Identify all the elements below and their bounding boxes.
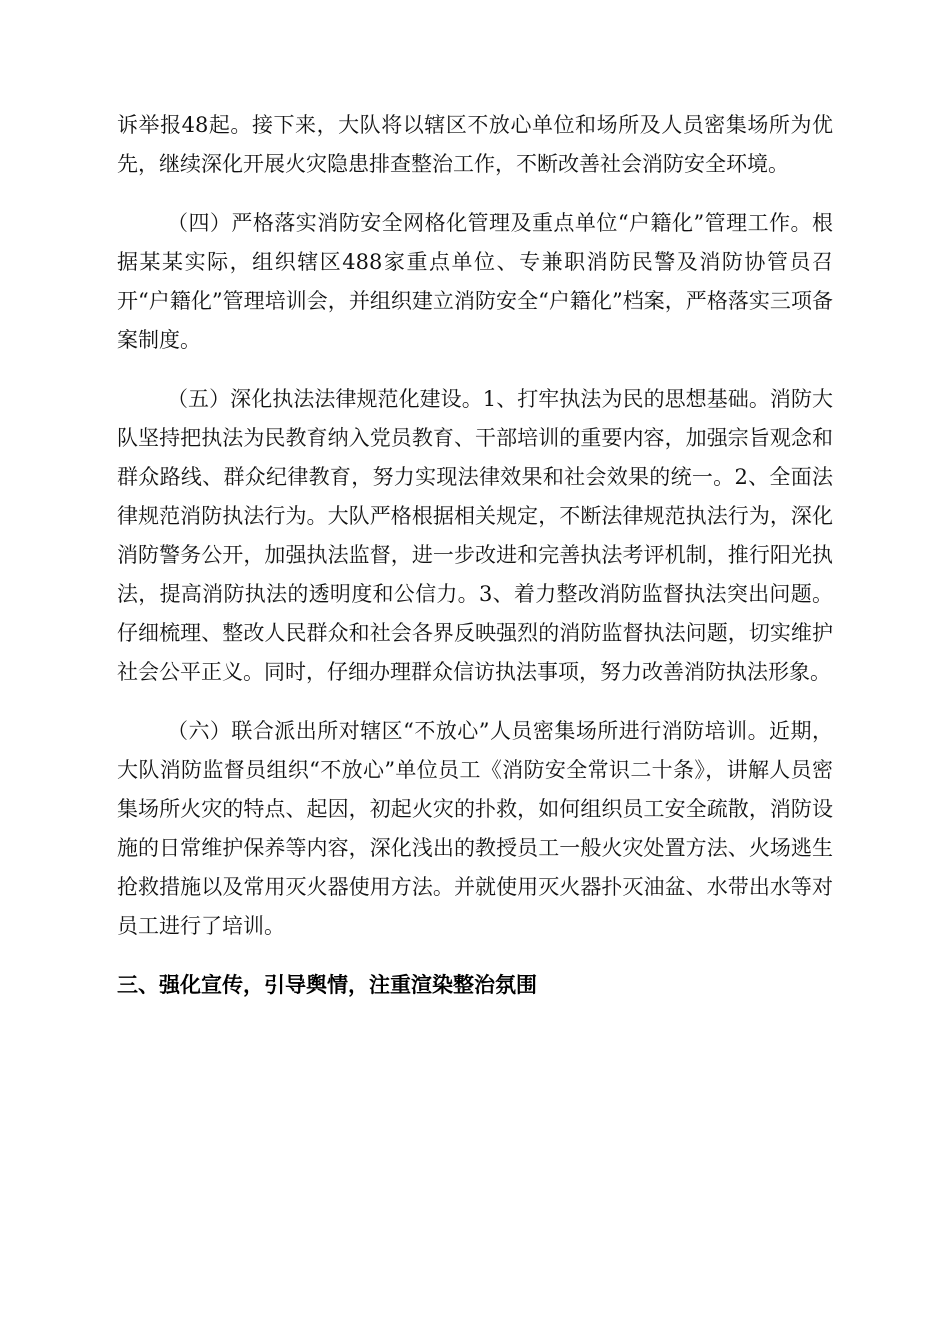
section-heading: 三、强化宣传，引导舆情，注重渲染整治氛围 xyxy=(117,973,537,997)
paragraph-complaint-summary: 诉举报48起。接下来，大队将以辖区不放心单位和场所及人员密集场所为优先，继续深化开展火灾隐患排查整治工作，不断改善社会消防安全环境。 xyxy=(117,113,833,176)
paragraph-law-enforcement: （五）深化执法法律规范化建设。1、打牢执法为民的思想基础。消防大队坚持把执法为民教育纳入党员教育、干部培训的重要内容，加强宗旨观念和群众路线、群众纪律教育，努力实现法律效果和社会效果的统一。2、全面法律规范消防执法行为。大队严格根据相关规定，不断法律规范执法行为，深化消防警务公开，加强执法监督，进一步改进和完善执法考评机制，推行阳光执法，提高消防执法的透明度和公信力。3、着力整改消防监督执法突出问题。仔细梳理、整改人民群众和社会各界反映强烈的消防监督执法问题，切实维护社会公平正义。同时，仔细办理群众信访执法事项，努力改善消防执法形象。 xyxy=(117,387,833,684)
paragraph-fire-training: （六）联合派出所对辖区“不放心”人员密集场所进行消防培训。近期，大队消防监督员组织“不放心”单位员工《消防安全常识二十条》，讲解人员密集场所火灾的特点、起因，初起火灾的扑救，如何组织员工安全疏散，消防设施的日常维护保养等内容，深化浅出的教授员工一般火灾处置方法、火场逃生抢救措施以及常用灭火器使用方法。并就使用灭火器扑灭油盆、水带出水等对员工进行了培训。 xyxy=(117,719,833,938)
paragraph-grid-management: （四）严格落实消防安全网格化管理及重点单位“户籍化”管理工作。根据某某实际，组织辖区488家重点单位、专兼职消防民警及消防协管员召开“户籍化”管理培训会，并组织建立消防安全“户籍化”档案，严格落实三项备案制度。 xyxy=(117,211,833,352)
document-body xyxy=(117,106,833,1005)
